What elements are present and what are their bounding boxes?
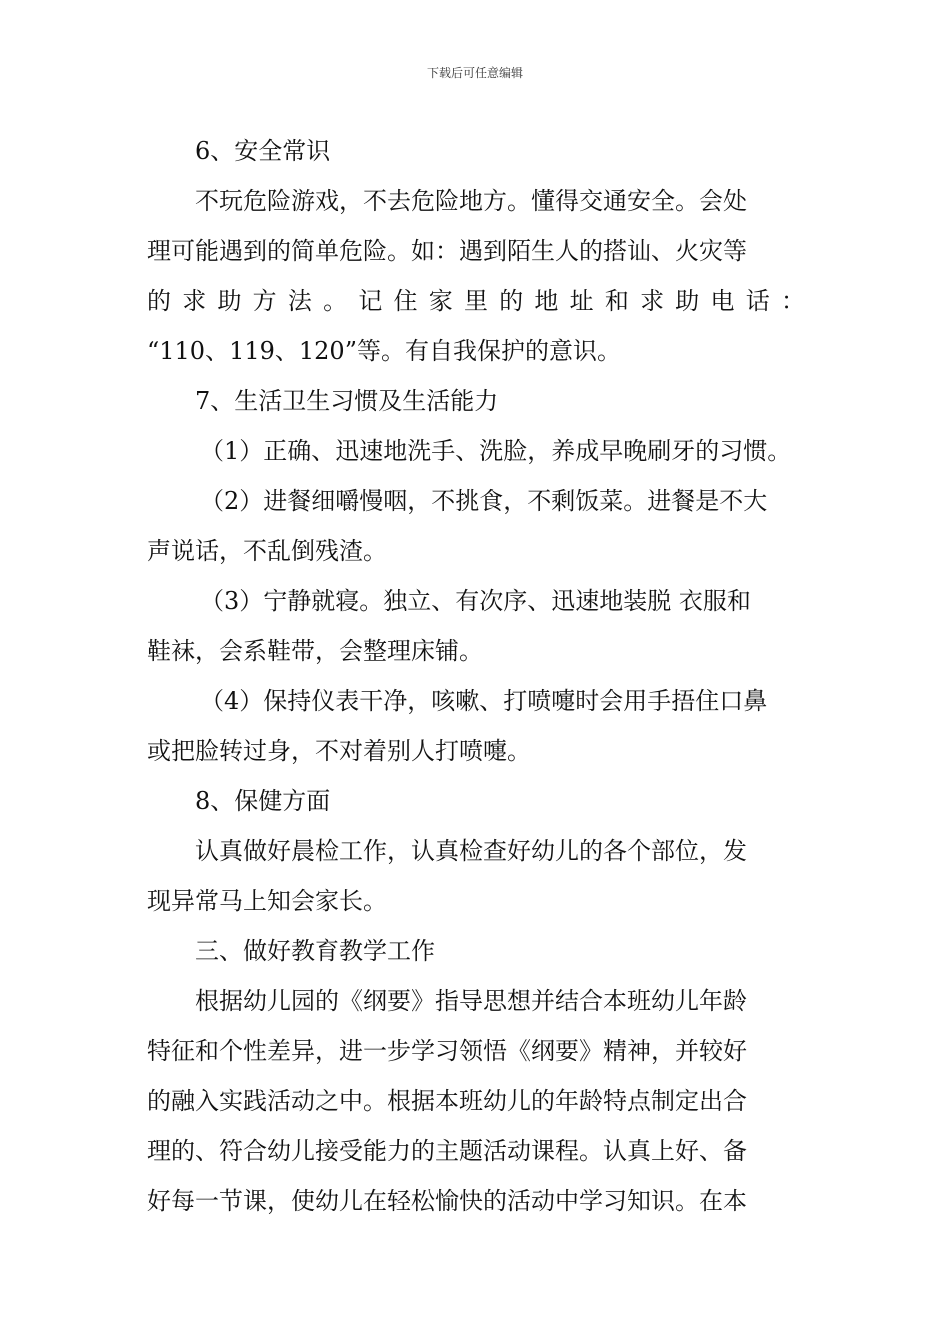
paragraph-line: 鞋袜，会系鞋带，会整理床铺。 (147, 637, 483, 665)
justified-char: 址 (569, 287, 594, 315)
justified-char: 求 (182, 287, 207, 315)
justified-char: 助 (217, 287, 242, 315)
justified-char: 求 (640, 287, 665, 315)
justified-char: 地 (534, 287, 559, 315)
justified-char: 记 (358, 287, 383, 315)
page-header: 下载后可任意编辑 (426, 66, 523, 80)
section-heading-safety: 6、安全常识 (195, 137, 331, 165)
justified-char: 。 (323, 287, 348, 315)
justified-char: ： (780, 287, 805, 315)
justified-char: 话 (745, 287, 770, 315)
section-heading-health: 8、保健方面 (195, 787, 331, 815)
justified-char: 的 (499, 287, 524, 315)
section-heading-teaching: 三、做好教育教学工作 (195, 937, 435, 965)
justified-char: 和 (604, 287, 629, 315)
section-heading-hygiene: 7、生活卫生习惯及生活能力 (195, 387, 499, 415)
list-item: （4）保持仪表干净，咳嗽、打喷嚏时会用手捂住口鼻 (200, 687, 768, 715)
justified-char: 法 (287, 287, 312, 315)
list-item: （3）宁静就寝。独立、有次序、迅速地装脱 衣服和 (200, 587, 751, 615)
justified-char: 电 (710, 287, 735, 315)
justified-char: 的 (147, 287, 171, 315)
paragraph-line: 好每一节课，使幼儿在轻松愉快的活动中学习知识。在本 (147, 1187, 747, 1215)
paragraph-line: “110、119、120”等。有自我保护的意识。 (147, 337, 621, 365)
paragraph-line: 认真做好晨检工作，认真检查好幼儿的各个部位，发 (195, 837, 747, 865)
justified-char: 里 (463, 287, 488, 315)
paragraph-line: 理可能遇到的简单危险。如：遇到陌生人的搭讪、火灾等 (147, 237, 747, 265)
paragraph-line-justified (147, 286, 805, 316)
list-item: （2）进餐细嚼慢咽，不挑食，不剩饭菜。进餐是不大 (200, 487, 768, 515)
paragraph-line: 根据幼儿园的《纲要》指导思想并结合本班幼儿年龄 (195, 987, 747, 1015)
justified-char: 方 (252, 287, 277, 315)
justified-char: 住 (393, 287, 418, 315)
paragraph-line: 不玩危险游戏，不去危险地方。懂得交通安全。会处 (195, 187, 747, 215)
paragraph-line: 理的、符合幼儿接受能力的主题活动课程。认真上好、备 (147, 1137, 747, 1165)
paragraph-line: 声说话，不乱倒残渣。 (147, 537, 387, 565)
paragraph-line: 特征和个性差异，进一步学习领悟《纲要》精神，并较好 (147, 1037, 747, 1065)
list-item: （1）正确、迅速地洗手、洗脸，养成早晚刷牙的习惯。 (200, 437, 792, 465)
paragraph-line: 的融入实践活动之中。根据本班幼儿的年龄特点制定出合 (147, 1087, 747, 1115)
justified-char: 家 (428, 287, 453, 315)
paragraph-line: 现异常马上知会家长。 (147, 887, 387, 915)
paragraph-line: 或把脸转过身，不对着别人打喷嚏。 (147, 737, 531, 765)
justified-char: 助 (675, 287, 700, 315)
